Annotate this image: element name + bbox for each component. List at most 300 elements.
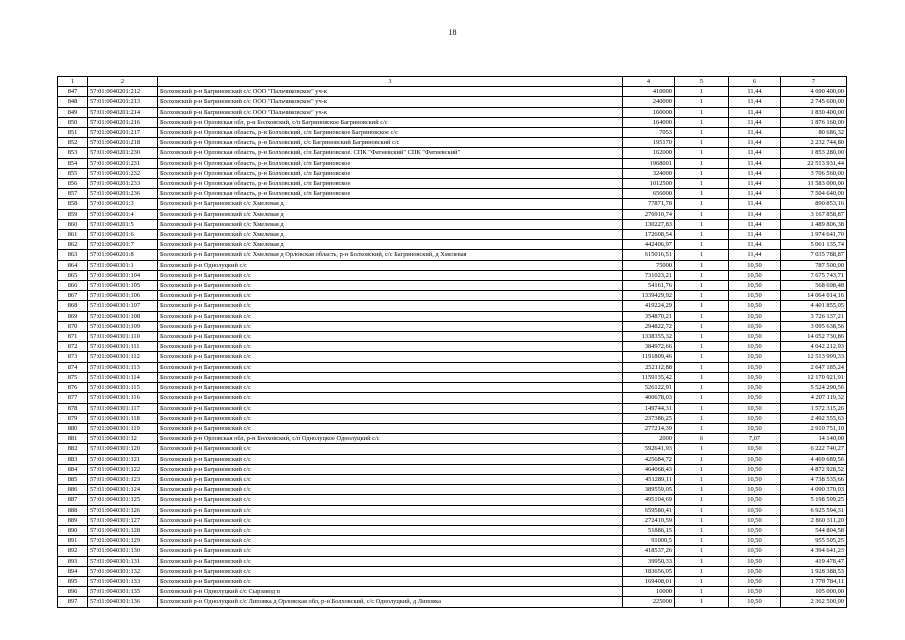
rate-cell: 10,50 [729,383,781,393]
cadastral-number-cell: 57:01:0040301:130 [88,546,158,556]
area-cell: 1191809,46 [623,352,675,362]
row-number-cell: 863 [58,250,88,260]
cadastral-number-cell: 57:01:0040201:4 [88,209,158,219]
address-cell: Болховский р-н Орловская область, р-н Болховский, с/п Багриновское [158,158,623,168]
page-number: 18 [448,28,457,37]
category-cell: 1 [675,576,729,586]
address-cell: Болховский р-н Однолуцкий с/с Липовка д Орловская обл, р-н Болховский, с/с Однолуцкий, д Липовка [158,597,623,607]
address-cell: Болховский р-н Багриновский с/с [158,474,623,484]
value-cell: 14 064 014,16 [781,291,847,301]
cadastral-number-cell: 57:01:0040301:113 [88,362,158,372]
address-cell: Болховский р-н Орловская область, р-н Болховский, с/п Багриновское [158,179,623,189]
address-cell: Болховский р-н Орловская область, р-н Болховский, с/с Багриновский Багриновский с/с [158,138,623,148]
address-cell: Болховский р-н Багриновский с/с [158,372,623,382]
value-cell: 4 872 928,52 [781,464,847,474]
value-cell: 1 778 784,11 [781,576,847,586]
value-cell: 4 738 535,66 [781,474,847,484]
rate-cell: 11,44 [729,250,781,260]
address-cell: Болховский р-н Багриновский с/с [158,505,623,515]
row-number-cell: 883 [58,454,88,464]
address-cell: Болховский р-н Багриновский с/с ООО "Пальчиковское" уч-к [158,97,623,107]
rate-cell: 10,50 [729,597,781,607]
category-cell: 1 [675,281,729,291]
area-cell: 354870,21 [623,311,675,321]
value-cell: 80 686,32 [781,128,847,138]
address-cell: Болховский р-н Багриновский с/с Хмелевая д [158,230,623,240]
row-number-cell: 886 [58,485,88,495]
row-number-cell: 849 [58,107,88,117]
category-cell: 1 [675,148,729,158]
value-cell: 4 469 689,56 [781,454,847,464]
area-cell: 419224,29 [623,301,675,311]
row-number-cell: 891 [58,536,88,546]
area-cell: 39950,33 [623,556,675,566]
table-row [58,209,847,219]
area-cell: 75000 [623,260,675,270]
rate-cell: 10,50 [729,546,781,556]
address-cell: Болховский р-н Багриновский с/с [158,525,623,535]
table-row [58,291,847,301]
area-cell: 656000 [623,189,675,199]
value-cell: 1 876 160,00 [781,117,847,127]
area-cell: 495104,69 [623,495,675,505]
value-cell: 1 928 388,53 [781,566,847,576]
address-cell: Болховский р-н Багриновский с/с Хмелевая д [158,199,623,209]
category-cell: 1 [675,158,729,168]
cadastral-number-cell: 57:01:0040201:232 [88,168,158,178]
row-number-cell: 871 [58,332,88,342]
cadastral-number-cell: 57:01:0040301:128 [88,525,158,535]
cadastral-number-cell: 57:01:0040301:109 [88,321,158,331]
value-cell: 6 925 594,31 [781,505,847,515]
value-cell: 7 035 788,87 [781,250,847,260]
row-number-cell: 862 [58,240,88,250]
cadastral-number-cell: 57:01:0040301:117 [88,403,158,413]
category-cell: 1 [675,291,729,301]
row-number-cell: 881 [58,434,88,444]
cadastral-number-cell: 57:01:0040201:231 [88,158,158,168]
area-cell: 195170 [623,138,675,148]
row-number-cell: 888 [58,505,88,515]
table-row [58,117,847,127]
cadastral-number-cell: 57:01:0040201:7 [88,240,158,250]
table-row [58,464,847,474]
address-cell: Болховский р-н Орловская область, р-н Болховский, с/п Багриновское [158,168,623,178]
row-number-cell: 869 [58,311,88,321]
value-cell: 568 698,48 [781,281,847,291]
area-cell: 10000 [623,587,675,597]
table-row [58,321,847,331]
cadastral-number-cell: 57:01:0040201:212 [88,87,158,97]
cadastral-number-cell: 57:01:0040201:213 [88,97,158,107]
table-row [58,485,847,495]
value-cell: 12 170 921,91 [781,372,847,382]
value-cell: 1 853 280,00 [781,148,847,158]
table-row [58,576,847,586]
value-cell: 11 583 000,00 [781,179,847,189]
address-cell: Болховский р-н Багриновский с/с [158,485,623,495]
header-cell: 4 [623,77,675,87]
category-cell: 1 [675,128,729,138]
table-row [58,597,847,607]
table-row [58,525,847,535]
area-cell: 451289,11 [623,474,675,484]
area-cell: 225000 [623,597,675,607]
row-number-cell: 861 [58,230,88,240]
category-cell: 1 [675,587,729,597]
address-cell: Болховский р-н Багриновский с/с [158,536,623,546]
value-cell: 5 061 135,74 [781,240,847,250]
cadastral-number-cell: 57:01:0040301:132 [88,566,158,576]
cadastral-number-cell: 57:01:0040301:115 [88,383,158,393]
table-row [58,362,847,372]
value-cell: 544 804,58 [781,525,847,535]
row-number-cell: 864 [58,260,88,270]
category-cell: 1 [675,474,729,484]
value-cell: 7 504 640,00 [781,189,847,199]
value-cell: 1 489 806,38 [781,219,847,229]
rate-cell: 10,50 [729,505,781,515]
category-cell: 1 [675,525,729,535]
value-cell: 4 207 119,32 [781,393,847,403]
row-number-cell: 878 [58,403,88,413]
category-cell: 1 [675,332,729,342]
cadastral-number-cell: 57:01:0040301:106 [88,291,158,301]
row-number-cell: 856 [58,179,88,189]
row-number-cell: 860 [58,219,88,229]
row-number-cell: 897 [58,597,88,607]
value-cell: 3 095 638,56 [781,321,847,331]
table-row [58,230,847,240]
area-cell: 252112,88 [623,362,675,372]
value-cell: 3 706 560,00 [781,168,847,178]
value-cell: 5 198 599,25 [781,495,847,505]
address-cell: Болховский р-н Багриновский с/с [158,393,623,403]
rate-cell: 10,50 [729,444,781,454]
cadastral-number-cell: 57:01:0040301:104 [88,270,158,280]
category-cell: 1 [675,597,729,607]
cadastral-number-cell: 57:01:0040201:214 [88,107,158,117]
category-cell: 1 [675,485,729,495]
rate-cell: 10,50 [729,403,781,413]
area-cell: 526122,91 [623,383,675,393]
area-cell: 2000 [623,434,675,444]
row-number-cell: 855 [58,168,88,178]
table-row [58,413,847,423]
category-cell: 1 [675,556,729,566]
table-row [58,536,847,546]
category-cell: 1 [675,189,729,199]
category-cell: 1 [675,515,729,525]
rate-cell: 10,50 [729,291,781,301]
rate-cell: 11,44 [729,87,781,97]
cadastral-number-cell: 57:01:0040301:112 [88,352,158,362]
address-cell: Болховский р-н Багриновский с/с [158,515,623,525]
rate-cell: 10,50 [729,362,781,372]
area-cell: 425684,72 [623,454,675,464]
table-row [58,566,847,576]
area-cell: 1968001 [623,158,675,168]
rate-cell: 11,44 [729,179,781,189]
area-cell: 1159135,42 [623,372,675,382]
address-cell: Болховский р-н Багриновский с/с [158,413,623,423]
value-cell: 4 042 212,93 [781,342,847,352]
row-number-cell: 852 [58,138,88,148]
cadastral-number-cell: 57:01:0040301:118 [88,413,158,423]
category-cell: 1 [675,413,729,423]
category-cell: 1 [675,403,729,413]
table-row [58,240,847,250]
address-cell: Болховский р-н Багриновский с/с [158,403,623,413]
row-number-cell: 884 [58,464,88,474]
cadastral-number-cell: 57:01:0040201:236 [88,189,158,199]
cadastral-number-cell: 57:01:0040301:125 [88,495,158,505]
address-cell: Болховский р-н Багриновский с/с Хмелевая д [158,219,623,229]
address-cell: Болховский р-н Багриновский с/с [158,342,623,352]
rate-cell: 10,50 [729,464,781,474]
table-row [58,505,847,515]
area-cell: 294822,72 [623,321,675,331]
value-cell: 2 910 751,10 [781,423,847,433]
address-cell: Болховский р-н Орловская область, р-н Болховский, с/п Багриновское. СПК "Фатневский" СПК "Фатневский" [158,148,623,158]
rate-cell: 10,50 [729,474,781,484]
table-row [58,311,847,321]
row-number-cell: 889 [58,515,88,525]
area-cell: 731023,21 [623,270,675,280]
rate-cell: 10,50 [729,495,781,505]
rate-cell: 10,50 [729,332,781,342]
category-cell: 1 [675,138,729,148]
category-cell: 1 [675,352,729,362]
category-cell: 1 [675,464,729,474]
value-cell: 5 524 290,56 [781,383,847,393]
table-row [58,270,847,280]
category-cell: 1 [675,393,729,403]
rate-cell: 11,44 [729,148,781,158]
rate-cell: 11,44 [729,168,781,178]
area-cell: 272410,59 [623,515,675,525]
rate-cell: 10,50 [729,485,781,495]
area-cell: 592641,93 [623,444,675,454]
area-cell: 324000 [623,168,675,178]
table-row [58,393,847,403]
category-cell: 1 [675,199,729,209]
rate-cell: 10,50 [729,372,781,382]
value-cell: 4 090 370,03 [781,485,847,495]
rate-cell: 10,50 [729,270,781,280]
address-cell: Болховский р-н Багриновский с/с [158,576,623,586]
category-cell: 1 [675,87,729,97]
cadastral-number-cell: 57:01:0040301:121 [88,454,158,464]
row-number-cell: 854 [58,158,88,168]
area-cell: 389559,05 [623,485,675,495]
category-cell: 1 [675,230,729,240]
address-cell: Болховский р-н Багриновский с/с [158,546,623,556]
address-cell: Болховский р-н Багриновский с/с [158,444,623,454]
cadastral-number-cell: 57:01:0040201:8 [88,250,158,260]
area-cell: 464068,43 [623,464,675,474]
area-cell: 615016,51 [623,250,675,260]
area-cell: 276910,74 [623,209,675,219]
table-row [58,444,847,454]
address-cell: Болховский р-н Багриновский с/с [158,556,623,566]
value-cell: 22 513 931,44 [781,158,847,168]
value-cell: 2 232 744,80 [781,138,847,148]
value-cell: 3 726 137,21 [781,311,847,321]
cadastral-number-cell: 57:01:0040201:230 [88,148,158,158]
category-cell: 1 [675,454,729,464]
row-number-cell: 895 [58,576,88,586]
table-row [58,587,847,597]
row-number-cell: 858 [58,199,88,209]
table-row [58,423,847,433]
cadastral-number-cell: 57:01:0040301:133 [88,576,158,586]
value-cell: 2 647 185,24 [781,362,847,372]
row-number-cell: 870 [58,321,88,331]
cadastral-number-cell: 57:01:0040301:114 [88,372,158,382]
cadastral-number-cell: 57:01:0040301:110 [88,332,158,342]
header-row [58,77,847,87]
value-cell: 787 500,00 [781,260,847,270]
rate-cell: 10,50 [729,321,781,331]
value-cell: 12 513 999,33 [781,352,847,362]
table-row [58,556,847,566]
table-row [58,148,847,158]
row-number-cell: 896 [58,587,88,597]
area-cell: 442406,97 [623,240,675,250]
rate-cell: 11,44 [729,240,781,250]
address-cell: Болховский р-н Багриновский с/с [158,332,623,342]
cadastral-number-cell: 57:01:0040201:217 [88,128,158,138]
address-cell: Болховский р-н Багриновский с/с [158,495,623,505]
row-number-cell: 890 [58,525,88,535]
category-cell: 1 [675,209,729,219]
rate-cell: 10,50 [729,515,781,525]
table-row [58,250,847,260]
row-number-cell: 875 [58,372,88,382]
area-cell: 1338355,32 [623,332,675,342]
cadastral-number-cell: 57:01:0040201:6 [88,230,158,240]
cadastral-number-cell: 57:01:0040301:119 [88,423,158,433]
row-number-cell: 887 [58,495,88,505]
value-cell: 14 052 730,86 [781,332,847,342]
cadastral-number-cell: 57:01:0040201:3 [88,199,158,209]
category-cell: 1 [675,505,729,515]
table-row [58,495,847,505]
table-row [58,168,847,178]
value-cell: 1 974 641,70 [781,230,847,240]
row-number-cell: 874 [58,362,88,372]
rate-cell: 10,50 [729,260,781,270]
address-cell: Болховский р-н Багриновский с/с [158,362,623,372]
address-cell: Болховский р-н Багриновский с/с ООО "Пальчиковское" уч-к [158,107,623,117]
row-number-cell: 865 [58,270,88,280]
category-cell: 1 [675,566,729,576]
rate-cell: 11,44 [729,117,781,127]
category-cell: 1 [675,342,729,352]
address-cell: Болховский р-н Багриновский с/с [158,423,623,433]
category-cell: 1 [675,270,729,280]
rate-cell: 10,50 [729,556,781,566]
header-cell: 2 [88,77,158,87]
cadastral-number-cell: 57:01:0040301:107 [88,301,158,311]
category-cell: 1 [675,495,729,505]
rate-cell: 11,44 [729,209,781,219]
address-cell: Болховский р-н Однолуцкий с/с [158,260,623,270]
area-cell: 659580,41 [623,505,675,515]
area-cell: 77871,78 [623,199,675,209]
cadastral-number-cell: 57:01:0040301:1 [88,260,158,270]
value-cell: 3 167 858,87 [781,209,847,219]
table-row [58,342,847,352]
table-row [58,546,847,556]
area-cell: 418537,26 [623,546,675,556]
value-cell: 890 853,16 [781,199,847,209]
table-row [58,199,847,209]
cadastral-number-cell: 57:01:0040301:126 [88,505,158,515]
value-cell: 14 140,00 [781,434,847,444]
cadastral-number-cell: 57:01:0040201:233 [88,179,158,189]
value-cell: 2 745 600,00 [781,97,847,107]
rate-cell: 11,44 [729,138,781,148]
row-number-cell: 848 [58,97,88,107]
area-cell: 164000 [623,117,675,127]
rate-cell: 10,50 [729,301,781,311]
category-cell: 1 [675,311,729,321]
area-cell: 54161,76 [623,281,675,291]
address-cell: Болховский р-н Багриновский с/с [158,270,623,280]
address-cell: Болховский р-н Багриновский с/с [158,454,623,464]
value-cell: 7 675 743,71 [781,270,847,280]
row-number-cell: 880 [58,423,88,433]
address-cell: Болховский р-н Багриновский с/с [158,352,623,362]
address-cell: Болховский р-н Орловская обл, р-н Болховский, с/п Багриновское Багриновский с/с [158,117,623,127]
address-cell: Болховский р-н Багриновский с/с [158,291,623,301]
category-cell: 1 [675,240,729,250]
header-cell: 5 [675,77,729,87]
area-cell: 400678,03 [623,393,675,403]
row-number-cell: 892 [58,546,88,556]
cadastral-number-cell: 57:01:0040201:216 [88,117,158,127]
table-row [58,434,847,444]
table-row [58,158,847,168]
rate-cell: 10,50 [729,576,781,586]
rate-cell: 10,50 [729,413,781,423]
row-number-cell: 867 [58,291,88,301]
address-cell: Болховский р-н Орловская область, р-н Болховский, с/п Багриновское [158,189,623,199]
area-cell: 130227,83 [623,219,675,229]
cadastral-number-cell: 57:01:0040301:122 [88,464,158,474]
value-cell: 4 690 400,00 [781,87,847,97]
row-number-cell: 868 [58,301,88,311]
row-number-cell: 876 [58,383,88,393]
address-cell: Болховский р-н Багриновский с/с [158,321,623,331]
header-cell: 7 [781,77,847,87]
category-cell: 6 [675,434,729,444]
address-cell: Болховский р-н Багриновский с/с [158,281,623,291]
address-cell: Болховский р-н Багриновский с/с Хмелевая д [158,209,623,219]
address-cell: Болховский р-н Багриновский с/с [158,566,623,576]
table-row [58,281,847,291]
table-row [58,97,847,107]
table-row [58,515,847,525]
category-cell: 1 [675,107,729,117]
rate-cell: 11,44 [729,158,781,168]
table-row [58,454,847,464]
area-cell: 237386,25 [623,413,675,423]
cadastral-number-cell: 57:01:0040301:120 [88,444,158,454]
table-row [58,179,847,189]
